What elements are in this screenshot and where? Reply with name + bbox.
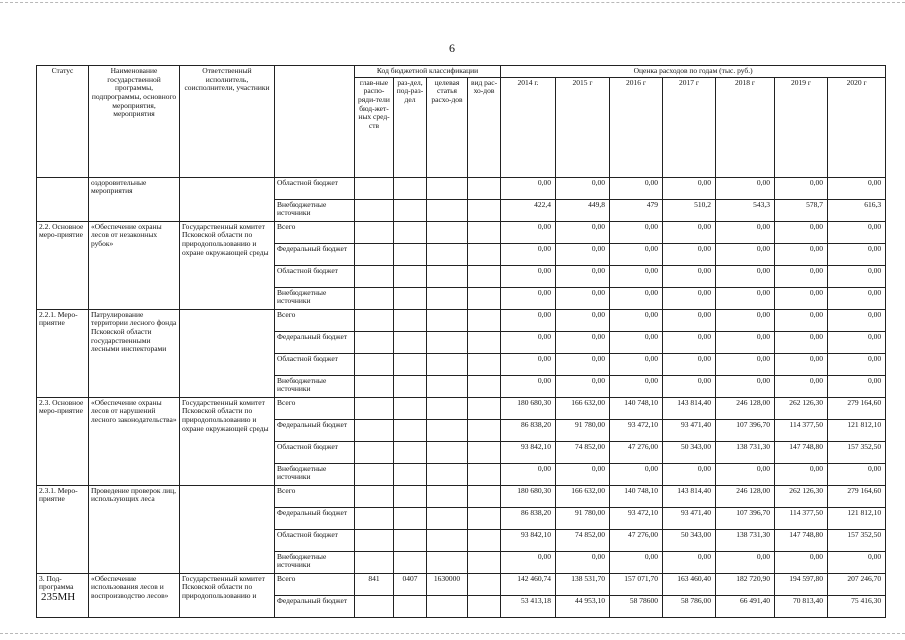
cell-budget-code: [394, 419, 427, 441]
cell-year-value: 0,00: [775, 309, 828, 331]
cell-year-value: 246 128,00: [716, 397, 775, 419]
cell-funding-source: Федеральный бюджет: [275, 243, 355, 265]
cell-funding-source: Внебюджетные источники: [275, 463, 355, 485]
cell-year-value: 93 842,10: [501, 441, 556, 463]
header-code-grbs: глав-ные распо-ряди-тели бюд-жет-ных сред-ств: [355, 77, 394, 177]
cell-year-value: 121 812,10: [828, 419, 886, 441]
cell-year-value: 0,00: [663, 353, 716, 375]
cell-budget-code: [355, 287, 394, 309]
cell-budget-code: [427, 507, 468, 529]
cell-year-value: 0,00: [501, 243, 556, 265]
cell-year-value: 138 531,70: [556, 573, 610, 595]
cell-budget-code: [468, 221, 501, 243]
cell-funding-source: Областной бюджет: [275, 177, 355, 199]
cell-year-value: 50 343,00: [663, 441, 716, 463]
cell-year-value: 93 842,10: [501, 529, 556, 551]
cell-funding-source: Федеральный бюджет: [275, 331, 355, 353]
cell-budget-code: 1630000: [427, 573, 468, 595]
cell-budget-code: [427, 551, 468, 573]
cell-year-value: 0,00: [556, 243, 610, 265]
cell-budget-code: [355, 331, 394, 353]
cell-year-value: 74 852,00: [556, 441, 610, 463]
cell-budget-code: [427, 463, 468, 485]
cell-budget-code: [394, 551, 427, 573]
cell-budget-code: [427, 221, 468, 243]
cell-status: 2.3. Основное меро-приятие: [37, 397, 89, 485]
cell-year-value: 0,00: [775, 551, 828, 573]
header-responsible: Ответственный исполнитель, соисполнители, участники: [180, 66, 275, 178]
cell-year-value: 0,00: [501, 331, 556, 353]
cell-year-value: 0,00: [828, 177, 886, 199]
cell-budget-code: [468, 177, 501, 199]
cell-budget-code: 841: [355, 573, 394, 595]
cell-budget-code: [355, 265, 394, 287]
cell-year-value: 0,00: [775, 353, 828, 375]
cell-name: «Обеспечение охраны лесов от нарушений лесного законодательства»: [89, 397, 180, 485]
cell-year-value: 0,00: [716, 353, 775, 375]
table-row: [37, 177, 886, 199]
cell-year-value: 0,00: [716, 375, 775, 397]
cell-budget-code: [355, 507, 394, 529]
cell-year-value: 0,00: [556, 551, 610, 573]
cell-budget-code: [355, 529, 394, 551]
cell-budget-code: [427, 287, 468, 309]
cell-year-value: 0,00: [828, 551, 886, 573]
cell-budget-code: [468, 199, 501, 221]
cell-year-value: 543,3: [716, 199, 775, 221]
cell-budget-code: [355, 353, 394, 375]
cell-year-value: 0,00: [556, 375, 610, 397]
cell-year-value: 0,00: [556, 265, 610, 287]
cell-year-value: 157 352,50: [828, 529, 886, 551]
cell-year-value: 142 460,74: [501, 573, 556, 595]
cell-responsible: Государственный комитет Псковской области по природопользованию и охране окружающей среды: [180, 397, 275, 485]
cell-year-value: 0,00: [775, 463, 828, 485]
cell-responsible: [180, 485, 275, 573]
budget-table: [36, 65, 886, 618]
header-status: Статус: [37, 66, 89, 178]
cell-year-value: 0,00: [501, 375, 556, 397]
cell-year-value: 0,00: [828, 309, 886, 331]
cell-year-value: 86 838,20: [501, 507, 556, 529]
cell-budget-code: [394, 243, 427, 265]
cell-year-value: 0,00: [501, 463, 556, 485]
cell-year-value: 194 597,80: [775, 573, 828, 595]
cell-budget-code: [468, 287, 501, 309]
cell-status: [37, 177, 89, 221]
cell-budget-code: [427, 419, 468, 441]
cell-name: «Обеспечение использования лесов и воспроизводство лесов»: [89, 573, 180, 617]
cell-year-value: 0,00: [556, 309, 610, 331]
cell-budget-code: [468, 573, 501, 595]
cell-budget-code: [427, 309, 468, 331]
cell-year-value: 70 813,40: [775, 595, 828, 617]
cell-status: 2.2.1. Меро-приятие: [37, 309, 89, 397]
cell-year-value: 0,00: [663, 331, 716, 353]
cell-year-value: 0,00: [556, 177, 610, 199]
cell-year-value: 47 276,00: [610, 441, 663, 463]
cell-budget-code: [394, 595, 427, 617]
cell-year-value: 262 126,30: [775, 485, 828, 507]
cell-budget-code: [427, 243, 468, 265]
table-row: [37, 485, 886, 507]
cell-budget-code: [427, 331, 468, 353]
cell-responsible: [180, 177, 275, 221]
cell-responsible: Государственный комитет Псковской области по природопользованию и: [180, 573, 275, 617]
cell-year-value: 0,00: [663, 221, 716, 243]
cell-year-value: 93 471,40: [663, 419, 716, 441]
cell-budget-code: [394, 199, 427, 221]
cell-budget-code: [394, 353, 427, 375]
cell-budget-code: [355, 177, 394, 199]
cell-year-value: 0,00: [663, 551, 716, 573]
cell-budget-code: [427, 485, 468, 507]
cell-funding-source: Всего: [275, 485, 355, 507]
cell-year-value: 510,2: [663, 199, 716, 221]
cell-budget-code: [468, 463, 501, 485]
cell-year-value: 163 460,40: [663, 573, 716, 595]
cell-year-value: 0,00: [610, 463, 663, 485]
cell-budget-code: [468, 485, 501, 507]
cell-year-value: 147 748,80: [775, 529, 828, 551]
cell-budget-code: [427, 199, 468, 221]
cell-status: 3. Под-программа: [37, 573, 89, 617]
cell-year-value: 0,00: [828, 221, 886, 243]
cell-year-value: 0,00: [610, 331, 663, 353]
cell-year-value: 91 780,00: [556, 507, 610, 529]
cell-budget-code: [394, 177, 427, 199]
table-row: [37, 573, 886, 595]
cell-budget-code: [427, 353, 468, 375]
cell-year-value: 262 126,30: [775, 397, 828, 419]
header-year: 2018 г: [716, 77, 775, 177]
cell-year-value: 0,00: [610, 309, 663, 331]
cell-year-value: 0,00: [556, 353, 610, 375]
cell-budget-code: [394, 397, 427, 419]
cell-budget-code: [394, 441, 427, 463]
header-expenses: Оценка расходов по годам (тыс. руб.): [501, 66, 886, 78]
cell-budget-code: [468, 529, 501, 551]
cell-funding-source: Внебюджетные источники: [275, 375, 355, 397]
cell-funding-source: Федеральный бюджет: [275, 595, 355, 617]
cell-budget-code: [355, 397, 394, 419]
cell-year-value: 74 852,00: [556, 529, 610, 551]
cell-year-value: 166 632,00: [556, 397, 610, 419]
cell-year-value: 0,00: [501, 353, 556, 375]
cell-budget-code: [468, 375, 501, 397]
cell-year-value: 0,00: [828, 353, 886, 375]
cell-year-value: 449,8: [556, 199, 610, 221]
cell-budget-code: [427, 375, 468, 397]
cell-year-value: 0,00: [610, 551, 663, 573]
cell-year-value: 0,00: [716, 551, 775, 573]
cell-year-value: 0,00: [556, 331, 610, 353]
cell-year-value: 0,00: [501, 551, 556, 573]
cell-year-value: 0,00: [556, 287, 610, 309]
cell-funding-source: Внебюджетные источники: [275, 287, 355, 309]
header-code-article: целевая статья расхо-дов: [427, 77, 468, 177]
cell-funding-source: Областной бюджет: [275, 529, 355, 551]
cell-name: «Обеспечение охраны лесов от незаконных рубок»: [89, 221, 180, 309]
cell-funding-source: Всего: [275, 397, 355, 419]
cell-year-value: 182 720,90: [716, 573, 775, 595]
cell-year-value: 66 491,40: [716, 595, 775, 617]
cell-budget-code: [394, 287, 427, 309]
cell-budget-code: [355, 551, 394, 573]
cell-year-value: 479: [610, 199, 663, 221]
cell-budget-code: [355, 595, 394, 617]
table-row: [37, 397, 886, 419]
cell-year-value: 0,00: [556, 221, 610, 243]
scan-edge-bottom: [0, 633, 905, 634]
header-budget-code: Код бюджетной классификации: [355, 66, 501, 78]
cell-status: 2.2. Основное меро-приятие: [37, 221, 89, 309]
cell-year-value: 246 128,00: [716, 485, 775, 507]
cell-year-value: 0,00: [663, 243, 716, 265]
cell-funding-source: Федеральный бюджет: [275, 507, 355, 529]
header-code-type: вид рас-хо-дов: [468, 77, 501, 177]
cell-funding-source: Всего: [275, 573, 355, 595]
cell-year-value: 166 632,00: [556, 485, 610, 507]
cell-year-value: 0,00: [610, 353, 663, 375]
cell-year-value: 180 680,30: [501, 485, 556, 507]
cell-budget-code: [394, 507, 427, 529]
cell-year-value: 0,00: [663, 177, 716, 199]
cell-year-value: 0,00: [663, 309, 716, 331]
cell-budget-code: [355, 485, 394, 507]
cell-year-value: 50 343,00: [663, 529, 716, 551]
cell-year-value: 143 814,40: [663, 485, 716, 507]
cell-year-value: 138 731,30: [716, 441, 775, 463]
cell-budget-code: [427, 177, 468, 199]
cell-year-value: 143 814,40: [663, 397, 716, 419]
cell-budget-code: [427, 397, 468, 419]
cell-year-value: 0,00: [775, 221, 828, 243]
cell-year-value: 0,00: [828, 463, 886, 485]
header-year: 2019 г: [775, 77, 828, 177]
cell-year-value: 279 164,60: [828, 397, 886, 419]
cell-year-value: 0,00: [716, 265, 775, 287]
cell-year-value: 0,00: [501, 221, 556, 243]
cell-year-value: 0,00: [716, 463, 775, 485]
cell-year-value: 0,00: [716, 331, 775, 353]
cell-year-value: 147 748,80: [775, 441, 828, 463]
cell-year-value: 0,00: [501, 265, 556, 287]
cell-year-value: 0,00: [775, 331, 828, 353]
cell-budget-code: [355, 199, 394, 221]
cell-budget-code: [355, 419, 394, 441]
page-number: 6: [449, 41, 455, 55]
cell-year-value: 93 471,40: [663, 507, 716, 529]
cell-responsible: [180, 309, 275, 397]
cell-year-value: 114 377,50: [775, 419, 828, 441]
cell-year-value: 75 416,30: [828, 595, 886, 617]
cell-year-value: 140 748,10: [610, 397, 663, 419]
cell-budget-code: [468, 265, 501, 287]
cell-year-value: 0,00: [716, 243, 775, 265]
cell-name: оздоровительные мероприятия: [89, 177, 180, 221]
cell-year-value: 0,00: [828, 287, 886, 309]
cell-year-value: 0,00: [828, 243, 886, 265]
cell-year-value: 93 472,10: [610, 419, 663, 441]
cell-year-value: 58 786,00: [663, 595, 716, 617]
cell-budget-code: [468, 397, 501, 419]
header-year: 2015 г: [556, 77, 610, 177]
cell-year-value: 0,00: [828, 331, 886, 353]
header-year: 2017 г: [663, 77, 716, 177]
cell-year-value: 0,00: [716, 309, 775, 331]
cell-budget-code: [468, 419, 501, 441]
cell-budget-code: [468, 441, 501, 463]
cell-budget-code: [468, 309, 501, 331]
cell-budget-code: [394, 463, 427, 485]
cell-budget-code: [468, 551, 501, 573]
cell-funding-source: Всего: [275, 221, 355, 243]
scan-edge-top: [0, 2, 905, 3]
cell-budget-code: 0407: [394, 573, 427, 595]
cell-budget-code: [427, 265, 468, 287]
cell-year-value: 44 953,10: [556, 595, 610, 617]
cell-year-value: 140 748,10: [610, 485, 663, 507]
cell-budget-code: [394, 375, 427, 397]
cell-funding-source: Областной бюджет: [275, 353, 355, 375]
cell-year-value: 0,00: [828, 375, 886, 397]
cell-budget-code: [355, 309, 394, 331]
cell-year-value: 121 812,10: [828, 507, 886, 529]
cell-funding-source: Всего: [275, 309, 355, 331]
cell-budget-code: [355, 243, 394, 265]
cell-year-value: 207 246,70: [828, 573, 886, 595]
cell-year-value: 157 071,70: [610, 573, 663, 595]
cell-budget-code: [468, 353, 501, 375]
cell-budget-code: [394, 221, 427, 243]
cell-year-value: 0,00: [775, 243, 828, 265]
cell-budget-code: [394, 529, 427, 551]
cell-budget-code: [355, 463, 394, 485]
footer-code: 235МН: [41, 591, 76, 603]
table-row: [37, 309, 886, 331]
header-source: [275, 66, 355, 178]
cell-year-value: 578,7: [775, 199, 828, 221]
cell-budget-code: [394, 265, 427, 287]
cell-year-value: 93 472,10: [610, 507, 663, 529]
cell-budget-code: [355, 441, 394, 463]
cell-year-value: 0,00: [501, 287, 556, 309]
cell-year-value: 0,00: [610, 243, 663, 265]
cell-budget-code: [427, 441, 468, 463]
cell-year-value: 0,00: [610, 375, 663, 397]
cell-funding-source: Областной бюджет: [275, 441, 355, 463]
header-year: 2020 г: [828, 77, 886, 177]
header-name: Наименование государственной программы, подпрограммы, основного мероприятия, мероприятия: [89, 66, 180, 178]
cell-budget-code: [468, 331, 501, 353]
cell-funding-source: Областной бюджет: [275, 265, 355, 287]
cell-status: 2.3.1. Меро-приятие: [37, 485, 89, 573]
cell-budget-code: [394, 309, 427, 331]
cell-budget-code: [427, 529, 468, 551]
cell-funding-source: Внебюджетные источники: [275, 199, 355, 221]
cell-year-value: 0,00: [501, 309, 556, 331]
cell-year-value: 58 78600: [610, 595, 663, 617]
cell-year-value: 180 680,30: [501, 397, 556, 419]
cell-year-value: 86 838,20: [501, 419, 556, 441]
cell-year-value: 0,00: [663, 265, 716, 287]
cell-year-value: 0,00: [610, 177, 663, 199]
cell-budget-code: [468, 595, 501, 617]
cell-year-value: 0,00: [716, 221, 775, 243]
header-code-section: раз-дел, под-раз-дел: [394, 77, 427, 177]
cell-year-value: 0,00: [828, 265, 886, 287]
cell-year-value: 53 413,18: [501, 595, 556, 617]
cell-year-value: 0,00: [556, 463, 610, 485]
cell-name: Патрулирование территории лесного фонда Псковской области государственными лесными инспекторами: [89, 309, 180, 397]
cell-year-value: 157 352,50: [828, 441, 886, 463]
cell-year-value: 0,00: [663, 375, 716, 397]
cell-year-value: 0,00: [775, 287, 828, 309]
cell-year-value: 422,4: [501, 199, 556, 221]
cell-year-value: 0,00: [716, 177, 775, 199]
cell-budget-code: [355, 221, 394, 243]
cell-year-value: 0,00: [610, 287, 663, 309]
cell-funding-source: Федеральный бюджет: [275, 419, 355, 441]
cell-budget-code: [394, 485, 427, 507]
cell-year-value: 0,00: [610, 221, 663, 243]
cell-funding-source: Внебюджетные источники: [275, 551, 355, 573]
cell-year-value: 0,00: [775, 265, 828, 287]
table-row: [37, 221, 886, 243]
cell-year-value: 0,00: [775, 375, 828, 397]
cell-budget-code: [355, 375, 394, 397]
cell-year-value: 0,00: [716, 287, 775, 309]
cell-year-value: 616,3: [828, 199, 886, 221]
cell-year-value: 279 164,60: [828, 485, 886, 507]
cell-responsible: Государственный комитет Псковской области по природопользованию и охране окружающей среды: [180, 221, 275, 309]
cell-year-value: 0,00: [663, 463, 716, 485]
cell-name: Проведение проверок лиц, использующих леса: [89, 485, 180, 573]
header-year: 2016 г: [610, 77, 663, 177]
cell-year-value: 107 396,70: [716, 507, 775, 529]
cell-year-value: 138 731,30: [716, 529, 775, 551]
cell-budget-code: [468, 507, 501, 529]
cell-year-value: 0,00: [775, 177, 828, 199]
cell-year-value: 0,00: [610, 265, 663, 287]
cell-budget-code: [468, 243, 501, 265]
cell-year-value: 0,00: [501, 177, 556, 199]
cell-year-value: 91 780,00: [556, 419, 610, 441]
cell-budget-code: [427, 595, 468, 617]
header-year: 2014 г.: [501, 77, 556, 177]
cell-year-value: 0,00: [663, 287, 716, 309]
cell-year-value: 107 396,70: [716, 419, 775, 441]
cell-year-value: 47 276,00: [610, 529, 663, 551]
cell-budget-code: [394, 331, 427, 353]
cell-year-value: 114 377,50: [775, 507, 828, 529]
